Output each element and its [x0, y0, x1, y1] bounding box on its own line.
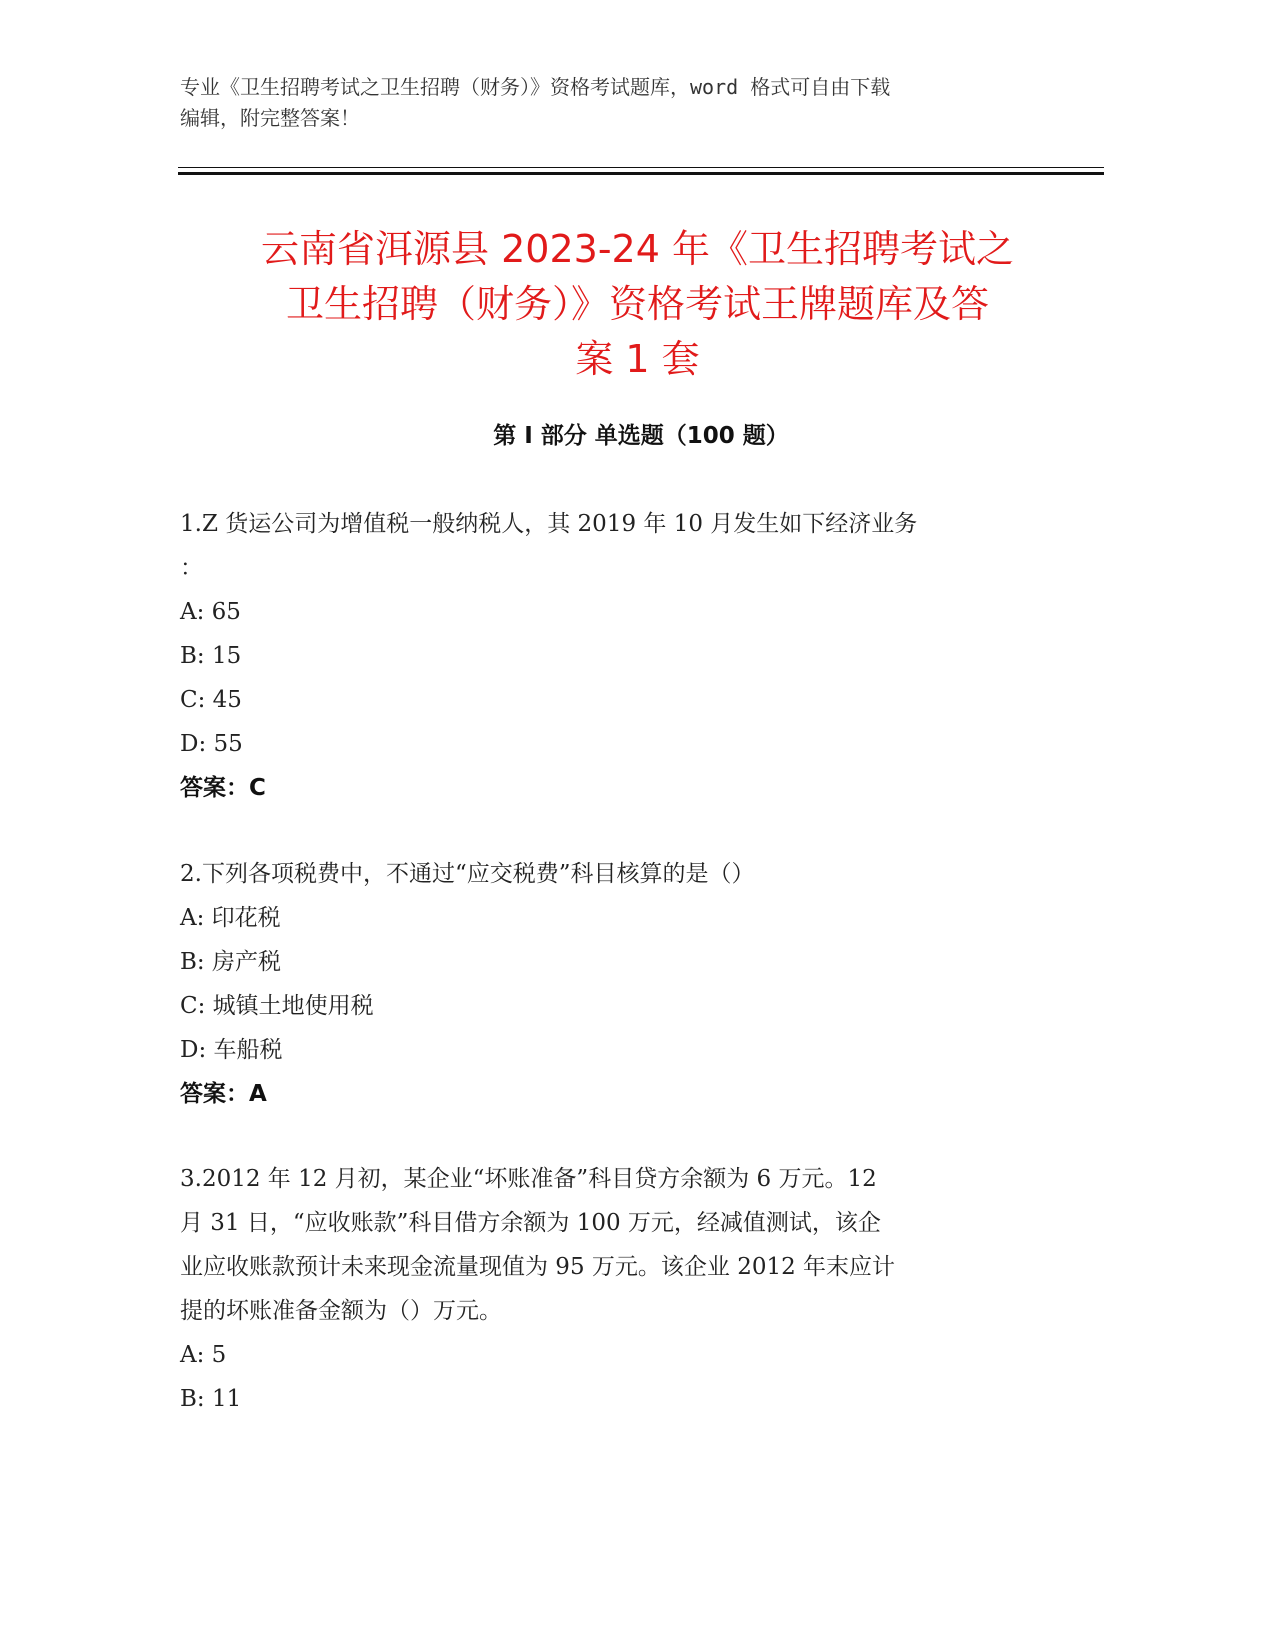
question-1-option-a: A: 65 — [180, 599, 241, 625]
question-1-stem-line-1: 1.Z 货运公司为增值税一般纳税人，其 2019 年 10 月发生如下经济业务 — [180, 511, 918, 537]
question-3-stem-line-4: 提的坏账准备金额为（）万元。 — [180, 1298, 502, 1324]
question-2-option-d: D: 车船税 — [180, 1037, 283, 1063]
question-2-option-c: C: 城镇土地使用税 — [180, 993, 374, 1019]
question-3-stem-line-2: 月 31 日，“应收账款”科目借方余额为 100 万元，经减值测试，该企 — [180, 1210, 881, 1236]
question-2-answer: 答案：A — [180, 1081, 267, 1107]
question-1-option-d: D: 55 — [180, 731, 243, 757]
header-divider-thick — [178, 172, 1104, 175]
question-1-answer: 答案：C — [180, 775, 266, 801]
question-2-option-b: B: 房产税 — [180, 949, 281, 975]
header-note-line-2: 编辑，附完整答案！ — [180, 106, 360, 130]
document-title-line-2: 卫生招聘（财务）》资格考试王牌题库及答 — [285, 282, 989, 326]
header-note — [180, 72, 1080, 134]
header-divider-thin — [178, 167, 1104, 168]
question-1-option-b: B: 15 — [180, 643, 242, 669]
header-note-line-1: 专业《卫生招聘考试之卫生招聘（财务）》资格考试题库，word 格式可自由下载 — [180, 75, 891, 99]
section-heading: 第 I 部分 单选题（100 题） — [493, 423, 789, 449]
question-3-option-b: B: 11 — [180, 1386, 242, 1412]
question-1-option-c: C: 45 — [180, 687, 242, 713]
question-3-option-a: A: 5 — [180, 1342, 227, 1368]
question-3-stem-line-3: 业应收账款预计未来现金流量现值为 95 万元。该企业 2012 年末应计 — [180, 1254, 896, 1280]
question-1-stem-line-2: ： — [180, 555, 203, 581]
document-title-line-1: 云南省洱源县 2023-24 年《卫生招聘考试之 — [261, 227, 1014, 271]
question-3-stem-line-1: 3.2012 年 12 月初，某企业“坏账准备”科目贷方余额为 6 万元。12 — [180, 1166, 877, 1192]
question-2-option-a: A: 印花税 — [180, 905, 281, 931]
document-title — [170, 222, 1105, 387]
document-title-line-3: 案 1 套 — [575, 337, 700, 381]
question-2-stem-line-1: 2.下列各项税费中，不通过“应交税费”科目核算的是（） — [180, 861, 755, 887]
